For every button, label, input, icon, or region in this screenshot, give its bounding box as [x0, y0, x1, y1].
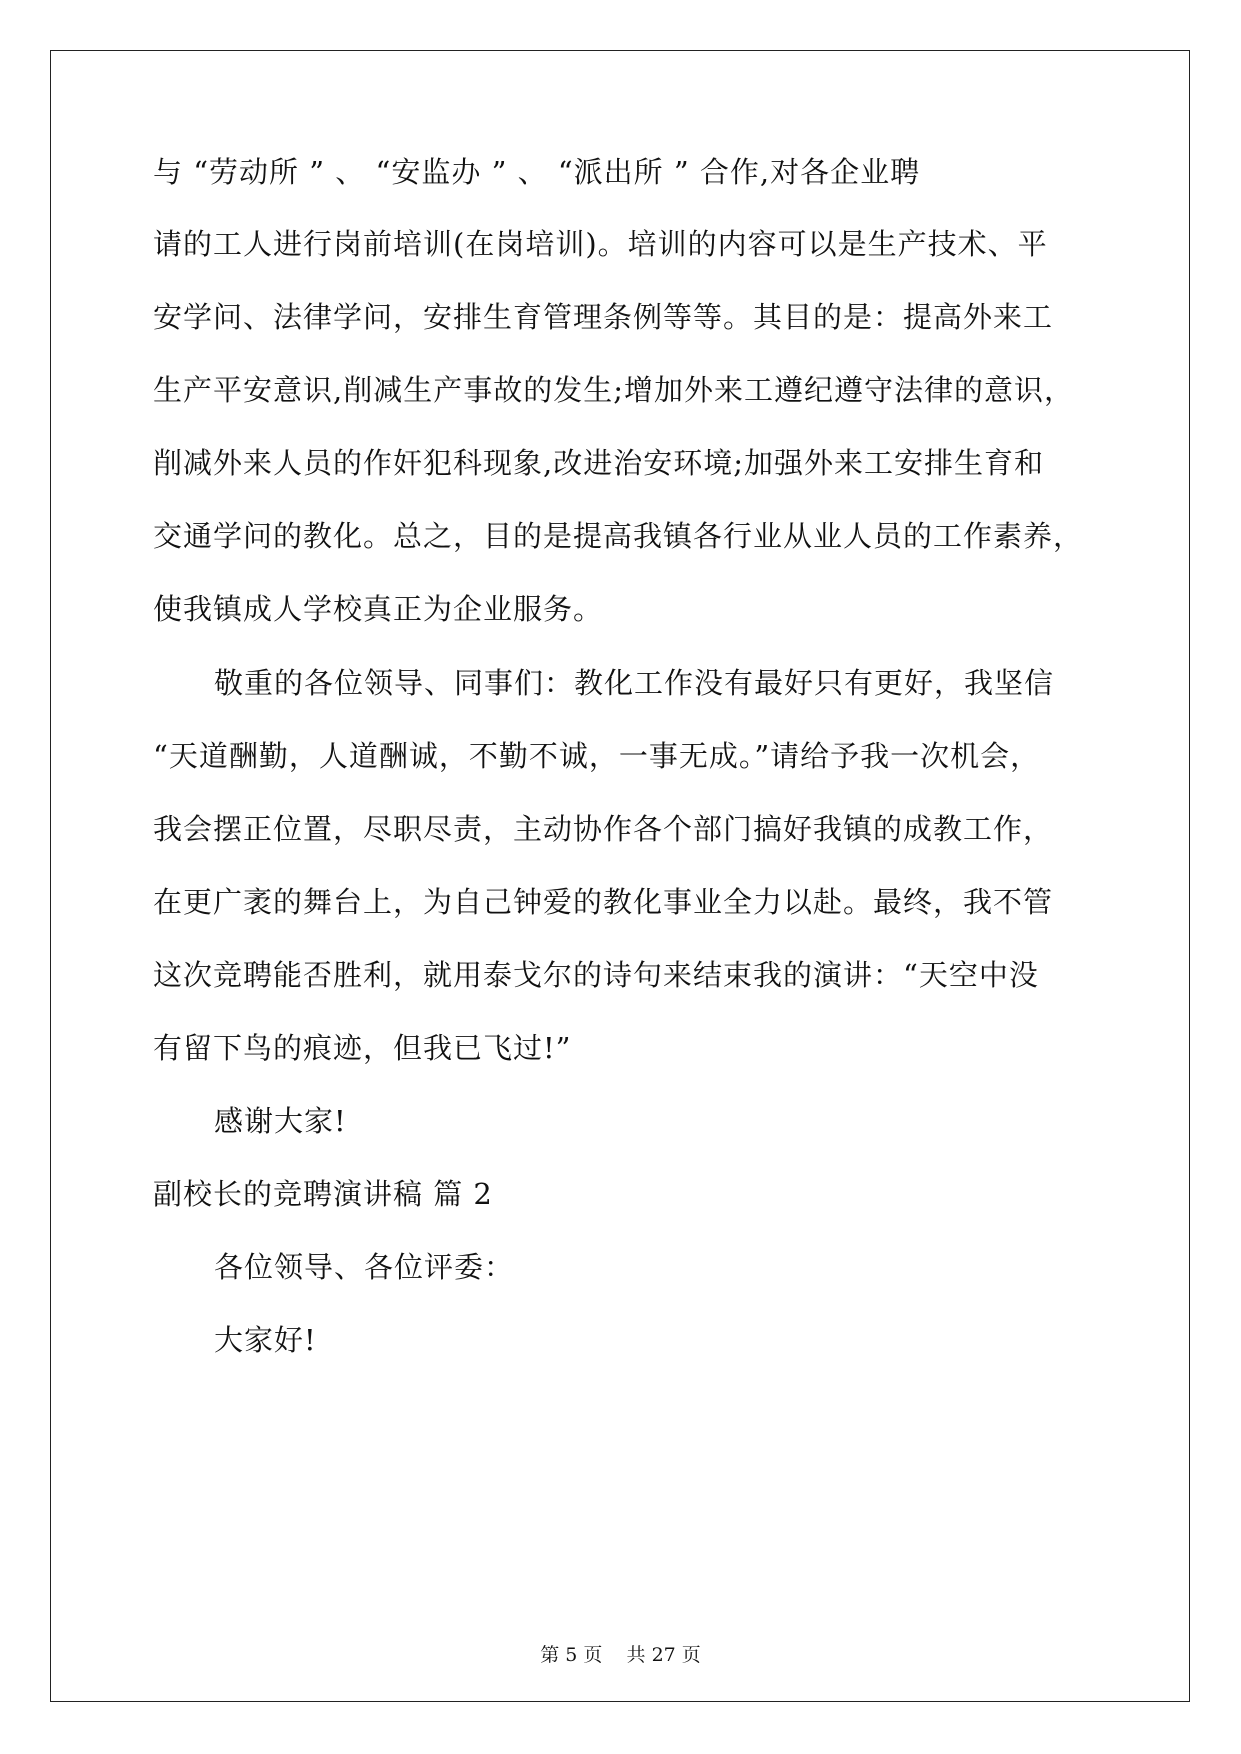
paragraph-line: “天道酬勤，人道酬诚，不勤不诚，一事无成。”请给予我一次机会， — [153, 739, 1041, 773]
salutation-line: 各位领导、各位评委： — [214, 1250, 515, 1284]
paragraph-line: 安学问、法律学问，安排生育管理条例等等。其目的是：提高外来工 — [153, 300, 1054, 334]
paragraph-line: 这次竞聘能否胜利，就用泰戈尔的诗句来结束我的演讲：“天空中没 — [153, 958, 1039, 992]
page-footer — [0, 1643, 1241, 1667]
page-number: 第 5 页 共 27 页 — [540, 1644, 701, 1666]
page-frame — [50, 50, 1190, 1702]
paragraph-line: 交通学问的教化。总之，目的是提高我镇各行业从业人员的工作素养， — [153, 519, 1084, 553]
paragraph-line: 有留下鸟的痕迹，但我已飞过!” — [153, 1031, 572, 1065]
paragraph-line: 使我镇成人学校真正为企业服务。 — [153, 592, 604, 626]
paragraph-line: 我会摆正位置，尽职尽责，主动协作各个部门搞好我镇的成教工作， — [153, 812, 1054, 846]
paragraph-line: 敬重的各位领导、同事们：教化工作没有最好只有更好，我坚信 — [214, 666, 1055, 700]
paragraph-line: 与 “劳动所 ” 、 “安监办 ” 、 “派出所 ” 合作,对各企业聘 — [153, 155, 921, 189]
section-heading: 副校长的竞聘演讲稿 篇 2 — [153, 1177, 493, 1211]
greeting-line: 大家好! — [214, 1323, 317, 1357]
paragraph-line: 请的工人进行岗前培训(在岗培训)。培训的内容可以是生产技术、平 — [153, 227, 1048, 261]
closing-line: 感谢大家! — [214, 1104, 347, 1138]
paragraph-line: 削减外来人员的作奸犯科现象,改进治安环境;加强外来工安排生育和 — [153, 446, 1044, 480]
paragraph-line: 在更广袤的舞台上，为自己钟爱的教化事业全力以赴。最终，我不管 — [153, 885, 1054, 919]
paragraph-line: 生产平安意识,削减生产事故的发生;增加外来工遵纪遵守法律的意识， — [153, 373, 1074, 407]
